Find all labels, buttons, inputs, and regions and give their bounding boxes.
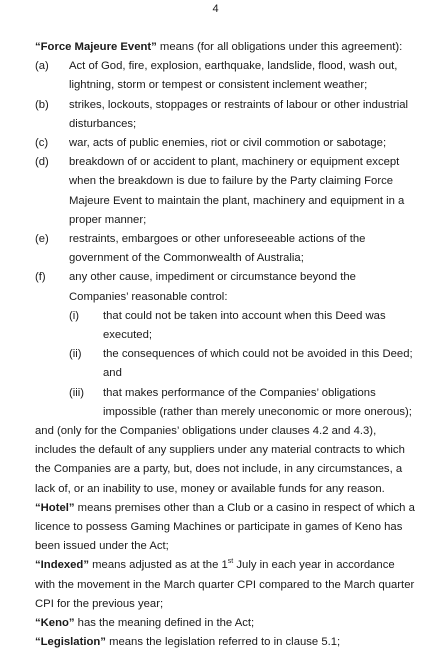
item-label: (c) — [35, 137, 49, 150]
ordinal-superscript: st — [227, 558, 234, 566]
subitem-text: the consequences of which could not be avoided in this Deed; and — [103, 348, 413, 380]
definition-text: July in each year in accordance with the movement in the March quarter CPI compared to the March quarter CPI for the previous year; — [35, 559, 415, 610]
subitem-text: that could not be taken into account when this Deed was executed; — [103, 309, 386, 342]
subitem-text: that makes performance of the Companies’ obligations impossible (rather than merely uneconomic or more onerous); — [103, 386, 412, 418]
item-label: (f) — [35, 271, 46, 284]
definition-text: means the legislation referred to in clause 5.1; — [105, 636, 341, 649]
list-item — [35, 57, 417, 95]
item-text: Act of God, fire, explosion, earthquake, landslide, flood, wash out, lightning, storm or tempest or consistent inclement weather; — [69, 60, 398, 92]
definition-text: means adjusted as at the 1 — [89, 559, 228, 572]
defined-term: “Hotel” — [35, 501, 75, 514]
definition-keno — [35, 614, 417, 633]
item-label: (d) — [35, 156, 49, 169]
sub-list-item — [69, 307, 417, 345]
definition-indexed — [35, 556, 417, 614]
definition-hotel — [35, 499, 417, 557]
sub-list-item — [69, 384, 417, 422]
item-text: restraints, embargoes or other unforeseeable actions of the government of the Commonwealth of Australia; — [69, 233, 366, 265]
list-item — [35, 230, 417, 268]
item-label: (b) — [35, 98, 49, 111]
item-text: breakdown of or accident to plant, machinery or equipment except when the breakdown is due to failure by the Party claiming Force Majeure Event to maintain the plant, machinery and equipment in a proper manner; — [69, 156, 405, 226]
defined-term: “Force Majeure Event” — [35, 41, 157, 53]
item-text: strikes, lockouts, stoppages or restraints of labour or other industrial disturbances; — [69, 98, 409, 130]
list-item — [35, 268, 417, 306]
list-item — [35, 134, 417, 153]
definition-legislation — [35, 633, 417, 652]
subitem-label: (ii) — [69, 348, 82, 361]
list-item — [35, 153, 417, 230]
item-text: any other cause, impediment or circumstance beyond the Companies’ reasonable control: — [69, 271, 356, 303]
defined-term: “Indexed” — [35, 559, 89, 572]
item-text: war, acts of public enemies, riot or civil commotion or sabotage; — [69, 137, 387, 150]
subitem-label: (iii) — [69, 386, 85, 399]
document-body — [35, 38, 417, 653]
list-item — [35, 96, 417, 134]
definition-text: means (for all obligations under this agreement): — [156, 41, 403, 53]
subitem-label: (i) — [69, 309, 80, 322]
definition-force-majeure — [35, 38, 417, 57]
defined-term: “Legislation” — [35, 636, 106, 649]
definition-text: means premises other than a Club or a casino in respect of which a licence to possess Gaming Machines or participate in games of Keno has been issued under the Act; — [35, 501, 415, 553]
definition-closing: and (only for the Companies’ obligations under clauses 4.2 and 4.3), includes the default of any suppliers under any material contracts to which the Companies are a party, but, does not include, in any circumstances, a lack of, or an inability to use, money or available funds for any reason. — [35, 425, 405, 495]
item-label: (a) — [35, 60, 49, 73]
page-number: 4 — [212, 3, 219, 15]
sub-list-item — [69, 345, 417, 383]
item-label: (e) — [35, 233, 49, 246]
defined-term: “Keno” — [35, 617, 75, 630]
definition-text: has the meaning defined in the Act; — [74, 617, 255, 630]
